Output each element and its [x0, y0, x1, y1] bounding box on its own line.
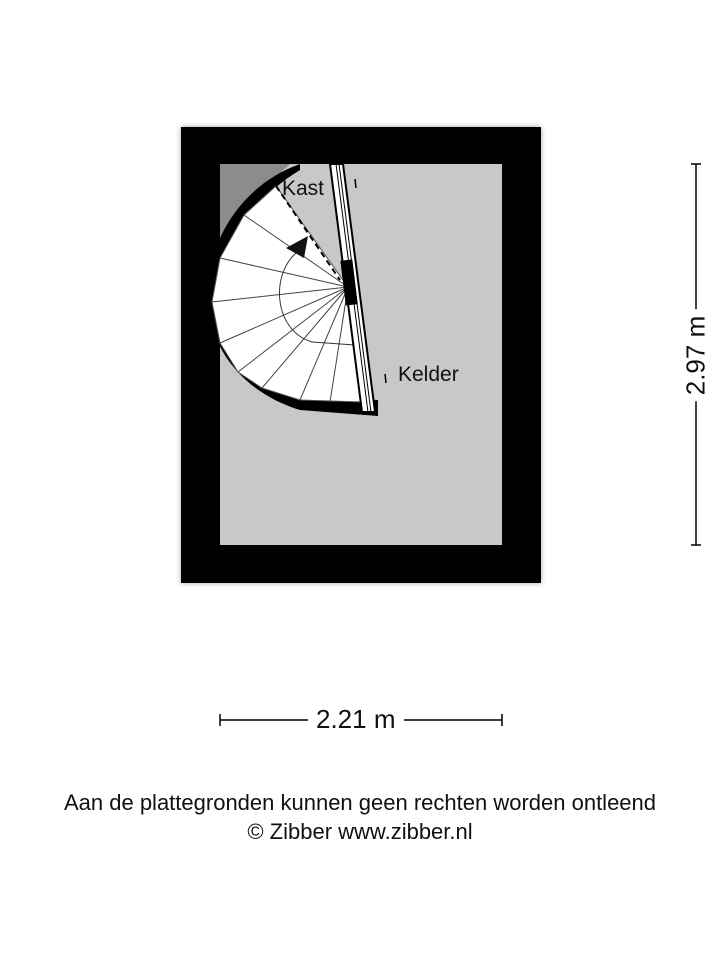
copyright-text: © Zibber www.zibber.nl — [247, 819, 473, 844]
disclaimer-text: Aan de plattegronden kunnen geen rechten worden ontleend — [63, 790, 657, 815]
door-mark — [385, 374, 386, 383]
dimension-height: 2.97 m — [680, 309, 711, 401]
dimension-width: 2.21 m — [308, 704, 404, 735]
room-label-kast: Kast — [282, 177, 325, 200]
door-mark — [355, 179, 356, 188]
room-label-kelder: Kelder — [398, 363, 459, 386]
